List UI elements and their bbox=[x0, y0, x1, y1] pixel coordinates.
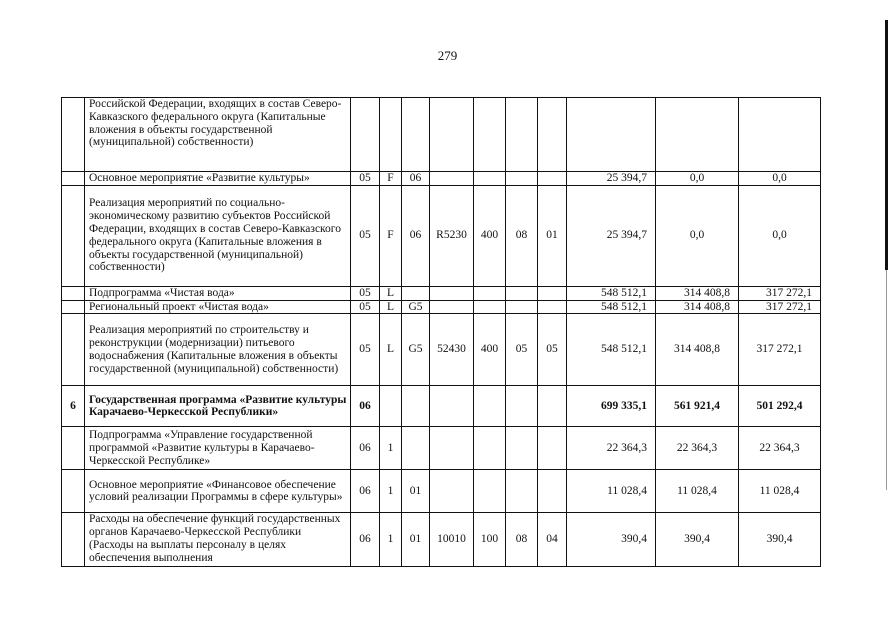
event-code-cell: 01 bbox=[402, 513, 430, 567]
subprogram-code-cell: 1 bbox=[380, 513, 402, 567]
section-cell bbox=[506, 172, 538, 186]
event-code-cell: 01 bbox=[402, 470, 430, 513]
section-cell bbox=[506, 286, 538, 300]
direction-code-cell bbox=[430, 98, 474, 172]
section-cell: 05 bbox=[506, 314, 538, 386]
table-row bbox=[62, 470, 821, 513]
amount-year2-cell: 0,0 bbox=[656, 172, 739, 186]
section-cell bbox=[506, 470, 538, 513]
amount-year1-cell: 548 512,1 bbox=[567, 286, 656, 300]
event-code-cell: 06 bbox=[402, 172, 430, 186]
event-code-cell bbox=[402, 286, 430, 300]
page-edge-line bbox=[886, 270, 887, 490]
amount-year1-cell bbox=[567, 98, 656, 172]
section-cell: 08 bbox=[506, 513, 538, 567]
amount-year2-cell: 314 408,8 bbox=[656, 286, 739, 300]
amount-year1-cell: 11 028,4 bbox=[567, 470, 656, 513]
item-name-cell: Реализация мероприятий по строительству и реконструкции (модернизации) питьевого водоснабжения (Капитальные вложения в объекты государственной (муниципальной) собственности) bbox=[85, 314, 351, 386]
subsection-cell bbox=[538, 300, 567, 314]
row-number-cell bbox=[62, 185, 85, 286]
page-number: 279 bbox=[437, 48, 458, 63]
amount-year3-cell: 317 272,1 bbox=[739, 300, 821, 314]
direction-code-cell bbox=[430, 300, 474, 314]
row-number-cell: 6 bbox=[62, 386, 85, 427]
subsection-cell: 01 bbox=[538, 185, 567, 286]
section-cell bbox=[506, 98, 538, 172]
amount-year1-cell: 25 394,7 bbox=[567, 185, 656, 286]
subsection-cell bbox=[538, 386, 567, 427]
program-code-cell: 06 bbox=[351, 470, 380, 513]
program-code-cell: 05 bbox=[351, 286, 380, 300]
amount-year2-cell: 314 408,8 bbox=[656, 300, 739, 314]
item-name-cell: Расходы на обеспечение функций государственных органов Карачаево-Черкесской Республики (Расходы на выплаты персоналу в целях обеспечения выполнения bbox=[85, 513, 351, 567]
subsection-cell bbox=[538, 98, 567, 172]
amount-year1-cell: 548 512,1 bbox=[567, 300, 656, 314]
direction-code-cell bbox=[430, 386, 474, 427]
table-row bbox=[62, 98, 821, 172]
amount-year1-cell: 548 512,1 bbox=[567, 314, 656, 386]
event-code-cell bbox=[402, 386, 430, 427]
subprogram-code-cell: F bbox=[380, 172, 402, 186]
subsection-cell bbox=[538, 286, 567, 300]
row-number-cell bbox=[62, 300, 85, 314]
item-name-cell: Подпрограмма «Управление государственной программой «Развитие культуры в Карачаево-Черкесской Республике» bbox=[85, 427, 351, 470]
amount-year2-cell: 314 408,8 bbox=[656, 314, 739, 386]
subsection-cell: 05 bbox=[538, 314, 567, 386]
table-row bbox=[62, 513, 821, 567]
table-row bbox=[62, 386, 821, 427]
item-name-cell: Основное мероприятие «Финансовое обеспечение условий реализации Программы в сфере культуры» bbox=[85, 470, 351, 513]
subsection-cell bbox=[538, 470, 567, 513]
program-code-cell: 05 bbox=[351, 185, 380, 286]
amount-year3-cell: 0,0 bbox=[739, 172, 821, 186]
amount-year3-cell: 11 028,4 bbox=[739, 470, 821, 513]
table-row bbox=[62, 172, 821, 186]
item-name-cell: Реализация мероприятий по социально-экономическому развитию субъектов Российской Федерации, входящих в состав Северо-Кавказского федерального округа (Капитальные вложения в объекты государственной (муниципальной) собственности) bbox=[85, 185, 351, 286]
event-code-cell bbox=[402, 98, 430, 172]
amount-year2-cell: 0,0 bbox=[656, 185, 739, 286]
program-code-cell bbox=[351, 98, 380, 172]
subprogram-code-cell: F bbox=[380, 185, 402, 286]
program-code-cell: 05 bbox=[351, 172, 380, 186]
section-cell bbox=[506, 300, 538, 314]
section-cell bbox=[506, 427, 538, 470]
amount-year3-cell: 0,0 bbox=[739, 185, 821, 286]
expense-type-cell bbox=[474, 386, 506, 427]
program-code-cell: 05 bbox=[351, 314, 380, 386]
amount-year1-cell: 25 394,7 bbox=[567, 172, 656, 186]
amount-year2-cell: 11 028,4 bbox=[656, 470, 739, 513]
amount-year1-cell: 22 364,3 bbox=[567, 427, 656, 470]
subsection-cell bbox=[538, 172, 567, 186]
amount-year3-cell: 22 364,3 bbox=[739, 427, 821, 470]
table-row bbox=[62, 300, 821, 314]
table-row bbox=[62, 286, 821, 300]
item-name-cell: Подпрограмма «Чистая вода» bbox=[85, 286, 351, 300]
program-code-cell: 06 bbox=[351, 386, 380, 427]
subprogram-code-cell: L bbox=[380, 314, 402, 386]
expense-type-cell bbox=[474, 98, 506, 172]
program-code-cell: 06 bbox=[351, 513, 380, 567]
row-number-cell bbox=[62, 98, 85, 172]
budget-table bbox=[61, 97, 821, 567]
event-code-cell: 06 bbox=[402, 185, 430, 286]
amount-year3-cell: 317 272,1 bbox=[739, 286, 821, 300]
row-number-cell bbox=[62, 172, 85, 186]
event-code-cell: G5 bbox=[402, 300, 430, 314]
direction-code-cell: 52430 bbox=[430, 314, 474, 386]
section-cell bbox=[506, 386, 538, 427]
direction-code-cell: 10010 bbox=[430, 513, 474, 567]
expense-type-cell bbox=[474, 427, 506, 470]
amount-year2-cell: 22 364,3 bbox=[656, 427, 739, 470]
expense-type-cell bbox=[474, 470, 506, 513]
direction-code-cell bbox=[430, 172, 474, 186]
subprogram-code-cell: 1 bbox=[380, 470, 402, 513]
direction-code-cell bbox=[430, 286, 474, 300]
amount-year1-cell: 390,4 bbox=[567, 513, 656, 567]
row-number-cell bbox=[62, 513, 85, 567]
expense-type-cell bbox=[474, 286, 506, 300]
subsection-cell bbox=[538, 427, 567, 470]
amount-year3-cell: 390,4 bbox=[739, 513, 821, 567]
row-number-cell bbox=[62, 286, 85, 300]
row-number-cell bbox=[62, 314, 85, 386]
program-code-cell: 05 bbox=[351, 300, 380, 314]
amount-year3-cell bbox=[739, 98, 821, 172]
direction-code-cell bbox=[430, 427, 474, 470]
item-name-cell: Государственная программа «Развитие культуры Карачаево-Черкесской Республики» bbox=[85, 386, 351, 427]
expense-type-cell: 400 bbox=[474, 185, 506, 286]
amount-year3-cell: 501 292,4 bbox=[739, 386, 821, 427]
event-code-cell: G5 bbox=[402, 314, 430, 386]
amount-year1-cell: 699 335,1 bbox=[567, 386, 656, 427]
page-edge-shadow bbox=[885, 20, 888, 270]
expense-type-cell: 100 bbox=[474, 513, 506, 567]
subprogram-code-cell bbox=[380, 386, 402, 427]
subprogram-code-cell bbox=[380, 98, 402, 172]
program-code-cell: 06 bbox=[351, 427, 380, 470]
expense-type-cell bbox=[474, 300, 506, 314]
subprogram-code-cell: 1 bbox=[380, 427, 402, 470]
direction-code-cell bbox=[430, 470, 474, 513]
subprogram-code-cell: L bbox=[380, 286, 402, 300]
subprogram-code-cell: L bbox=[380, 300, 402, 314]
amount-year2-cell: 390,4 bbox=[656, 513, 739, 567]
table-row bbox=[62, 314, 821, 386]
event-code-cell bbox=[402, 427, 430, 470]
expense-type-cell: 400 bbox=[474, 314, 506, 386]
table-row bbox=[62, 185, 821, 286]
table-row bbox=[62, 427, 821, 470]
direction-code-cell: R5230 bbox=[430, 185, 474, 286]
row-number-cell bbox=[62, 470, 85, 513]
item-name-cell: Основное мероприятие «Развитие культуры» bbox=[85, 172, 351, 186]
item-name-cell: Российской Федерации, входящих в состав Северо-Кавказского федерального округа (Капитальные вложения в объекты государственной (муниципальной) собственности) bbox=[85, 98, 351, 172]
subsection-cell: 04 bbox=[538, 513, 567, 567]
budget-table-body bbox=[62, 98, 821, 567]
row-number-cell bbox=[62, 427, 85, 470]
item-name-cell: Региональный проект «Чистая вода» bbox=[85, 300, 351, 314]
amount-year3-cell: 317 272,1 bbox=[739, 314, 821, 386]
amount-year2-cell: 561 921,4 bbox=[656, 386, 739, 427]
section-cell: 08 bbox=[506, 185, 538, 286]
expense-type-cell bbox=[474, 172, 506, 186]
amount-year2-cell bbox=[656, 98, 739, 172]
